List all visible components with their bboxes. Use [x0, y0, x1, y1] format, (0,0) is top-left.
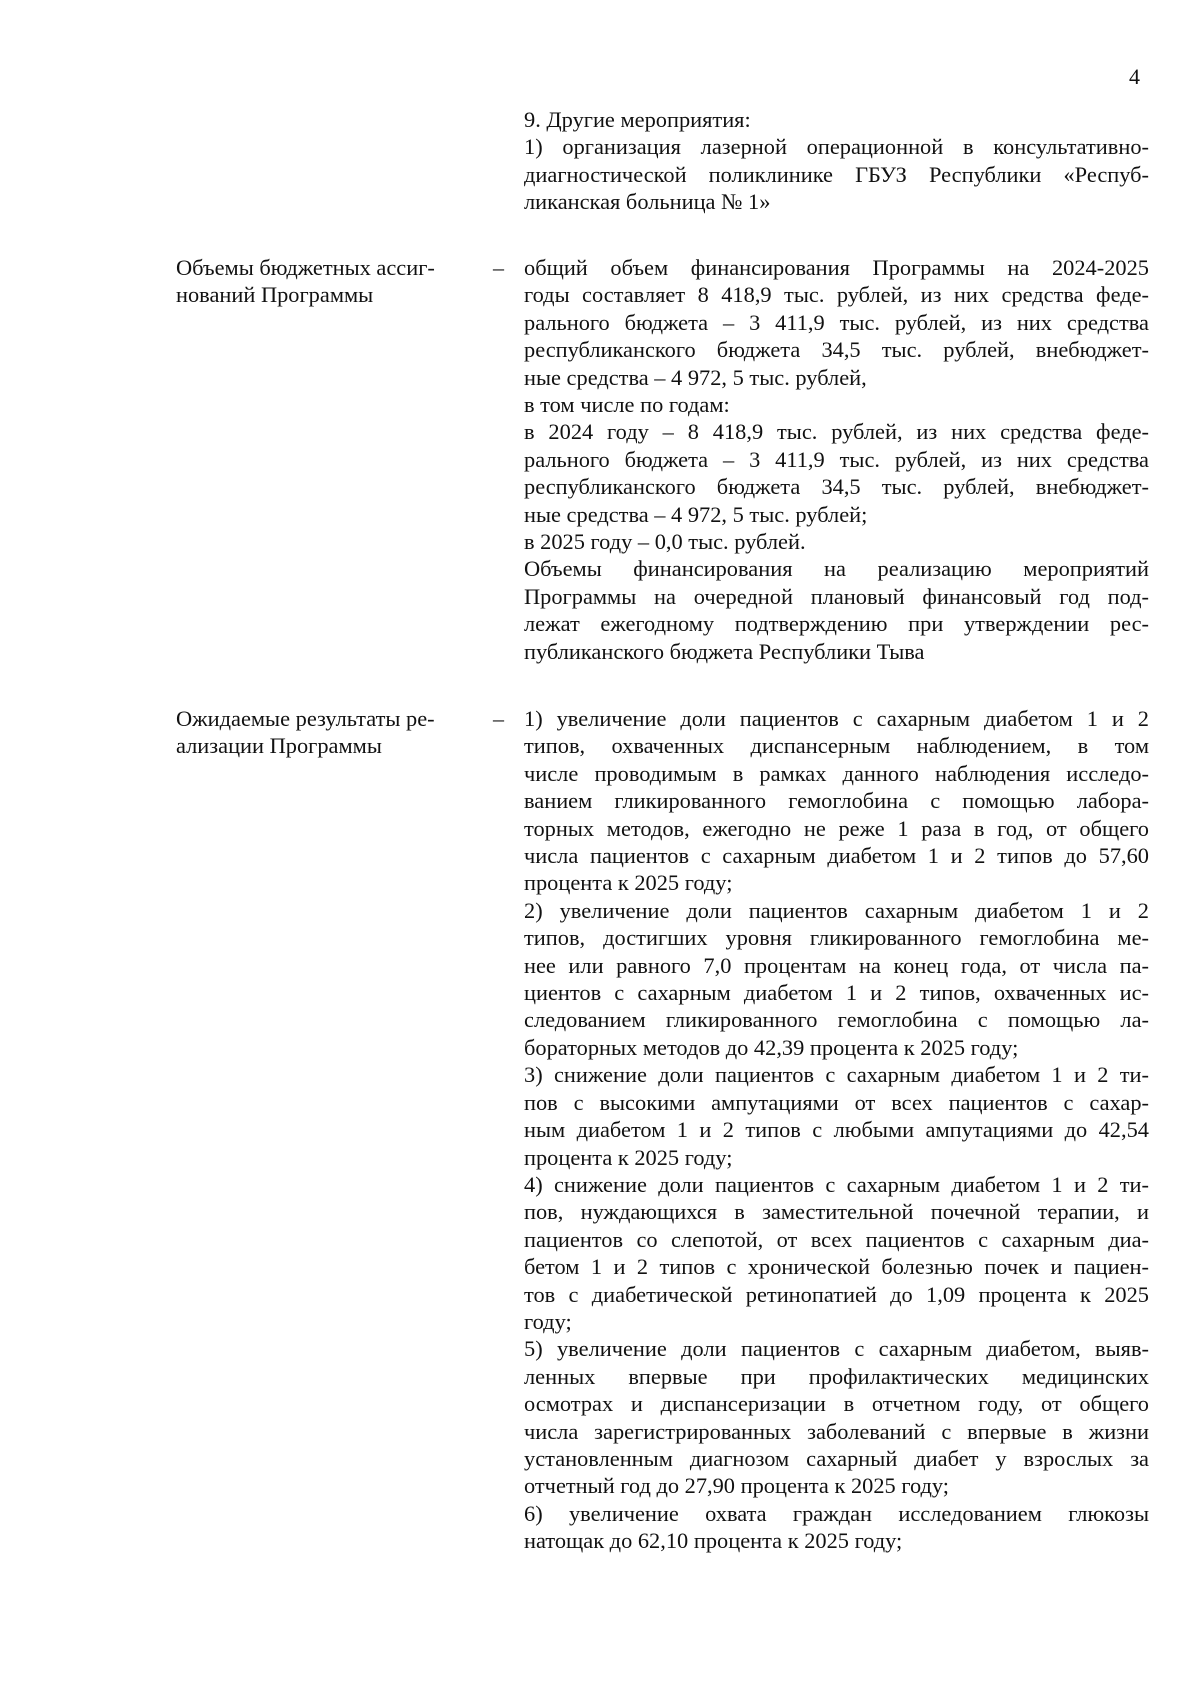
label-line: Ожидаемые результаты ре-: [176, 706, 435, 731]
text-line: году;: [524, 1308, 572, 1334]
text-line: Объемы финансирования на реализацию мероприятий: [524, 556, 1149, 582]
text-line: республиканского бюджета 34,5 тыс. рублей, внебюджет-: [524, 337, 1149, 363]
label-line: нований Программы: [176, 282, 374, 308]
other-measures-block: [524, 106, 1149, 216]
text-line: ные средства – 4 972, 5 тыс. рублей;: [524, 501, 868, 527]
text-line: процента к 2025 году;: [524, 1144, 733, 1170]
text-line: 2) увеличение доли пациентов сахарным диабетом 1 и 2: [524, 897, 1149, 923]
text-line: установленным диагнозом сахарный диабет у взрослых за: [524, 1445, 1149, 1471]
text-line: 6) увеличение охвата граждан исследованием глюкозы: [524, 1500, 1149, 1526]
text-line: числе проводимым в рамках данного наблюдения исследо-: [524, 760, 1149, 786]
text-line: ные средства – 4 972, 5 тыс. рублей,: [524, 364, 867, 390]
text-line: Программы на очередной плановый финансовый год под-: [524, 583, 1149, 609]
page-number: 4: [1129, 64, 1140, 89]
text-line: 1) организация лазерной операционной в консультативно-: [524, 134, 1149, 160]
text-line: ликанская больница № 1»: [524, 189, 771, 215]
text-line: бетом 1 и 2 типов с хронической болезнью почек и пациен-: [524, 1254, 1149, 1280]
text-line: диагностической поликлинике ГБУЗ Республики «Респуб-: [524, 161, 1149, 187]
budget-label: [176, 254, 476, 309]
text-line: числа зарегистрированных заболеваний с впервые в жизни: [524, 1418, 1149, 1444]
text-line: рального бюджета – 3 411,9 тыс. рублей, из них средства: [524, 446, 1149, 472]
results-dash: –: [493, 706, 504, 731]
text-line: следованием гликированного гемоглобина с помощью ла-: [524, 1007, 1149, 1033]
other-measures-heading: 9. Другие мероприятия:: [524, 107, 751, 132]
text-line: торных методов, ежегодно не реже 1 раза в год, от общего: [524, 815, 1149, 841]
text-line: публиканского бюджета Республики Тыва: [524, 638, 925, 664]
text-line: рального бюджета – 3 411,9 тыс. рублей, из них средства: [524, 309, 1149, 335]
text-line: 3) снижение доли пациентов с сахарным диабетом 1 и 2 ти-: [524, 1062, 1149, 1088]
text-line: типов, достигших уровня гликированного гемоглобина ме-: [524, 925, 1149, 951]
other-measures-item: [524, 133, 1149, 215]
label-line: ализации Программы: [176, 733, 382, 759]
text-line: годы составляет 8 418,9 тыс. рублей, из них средства феде-: [524, 282, 1149, 308]
text-line: ленных впервые при профилактических медицинских: [524, 1363, 1149, 1389]
text-line: нее или равного 7,0 процентам на конец года, от числа па-: [524, 952, 1149, 978]
text-line: числа пациентов с сахарным диабетом 1 и 2 типов до 57,60: [524, 843, 1149, 869]
text-line: осмотрах и диспансеризации в отчетном году, от общего: [524, 1391, 1149, 1417]
text-line: натощак до 62,10 процента к 2025 году;: [524, 1528, 903, 1554]
label-line: Объемы бюджетных ассиг-: [176, 255, 435, 280]
text-line: лежат ежегодному подтверждению при утверждении рес-: [524, 611, 1149, 637]
text-line: типов, охваченных диспансерным наблюдением, в том: [524, 733, 1149, 759]
text-line: республиканского бюджета 34,5 тыс. рублей, внебюджет-: [524, 474, 1149, 500]
text-line: пациентов со слепотой, от всех пациентов с сахарным диа-: [524, 1226, 1149, 1252]
text-line: циентов с сахарным диабетом 1 и 2 типов, охваченных ис-: [524, 980, 1149, 1006]
text-line: 4) снижение доли пациентов с сахарным диабетом 1 и 2 ти-: [524, 1171, 1149, 1197]
text-line: процента к 2025 году;: [524, 870, 733, 896]
text-line: в 2024 году – 8 418,9 тыс. рублей, из них средства феде-: [524, 419, 1149, 445]
text-line: в том числе по годам:: [524, 392, 730, 418]
text-line: ным диабетом 1 и 2 типов с любыми ампутациями до 42,54: [524, 1117, 1149, 1143]
text-line: пов, нуждающихся в заместительной почечной терапии, и: [524, 1199, 1149, 1225]
text-line: в 2025 году – 0,0 тыс. рублей.: [524, 529, 806, 555]
text-line: бораторных методов до 42,39 процента к 2025 году;: [524, 1034, 1019, 1060]
text-line: пов с высокими ампутациями от всех пациентов с сахар-: [524, 1089, 1149, 1115]
text-line: тов с диабетической ретинопатией до 1,09 процента к 2025: [524, 1281, 1149, 1307]
text-line: 5) увеличение доли пациентов с сахарным диабетом, выяв-: [524, 1336, 1149, 1362]
text-line: 1) увеличение доли пациентов с сахарным диабетом 1 и 2: [524, 706, 1149, 731]
results-text: [524, 705, 1149, 1555]
results-label: [176, 705, 476, 760]
text-line: ванием гликированного гемоглобина с помощью лабора-: [524, 788, 1149, 814]
budget-dash: –: [493, 255, 504, 280]
text-line: общий объем финансирования Программы на 2024-2025: [524, 255, 1149, 280]
text-line: отчетный год до 27,90 процента к 2025 году;: [524, 1473, 950, 1499]
budget-text: [524, 254, 1149, 665]
